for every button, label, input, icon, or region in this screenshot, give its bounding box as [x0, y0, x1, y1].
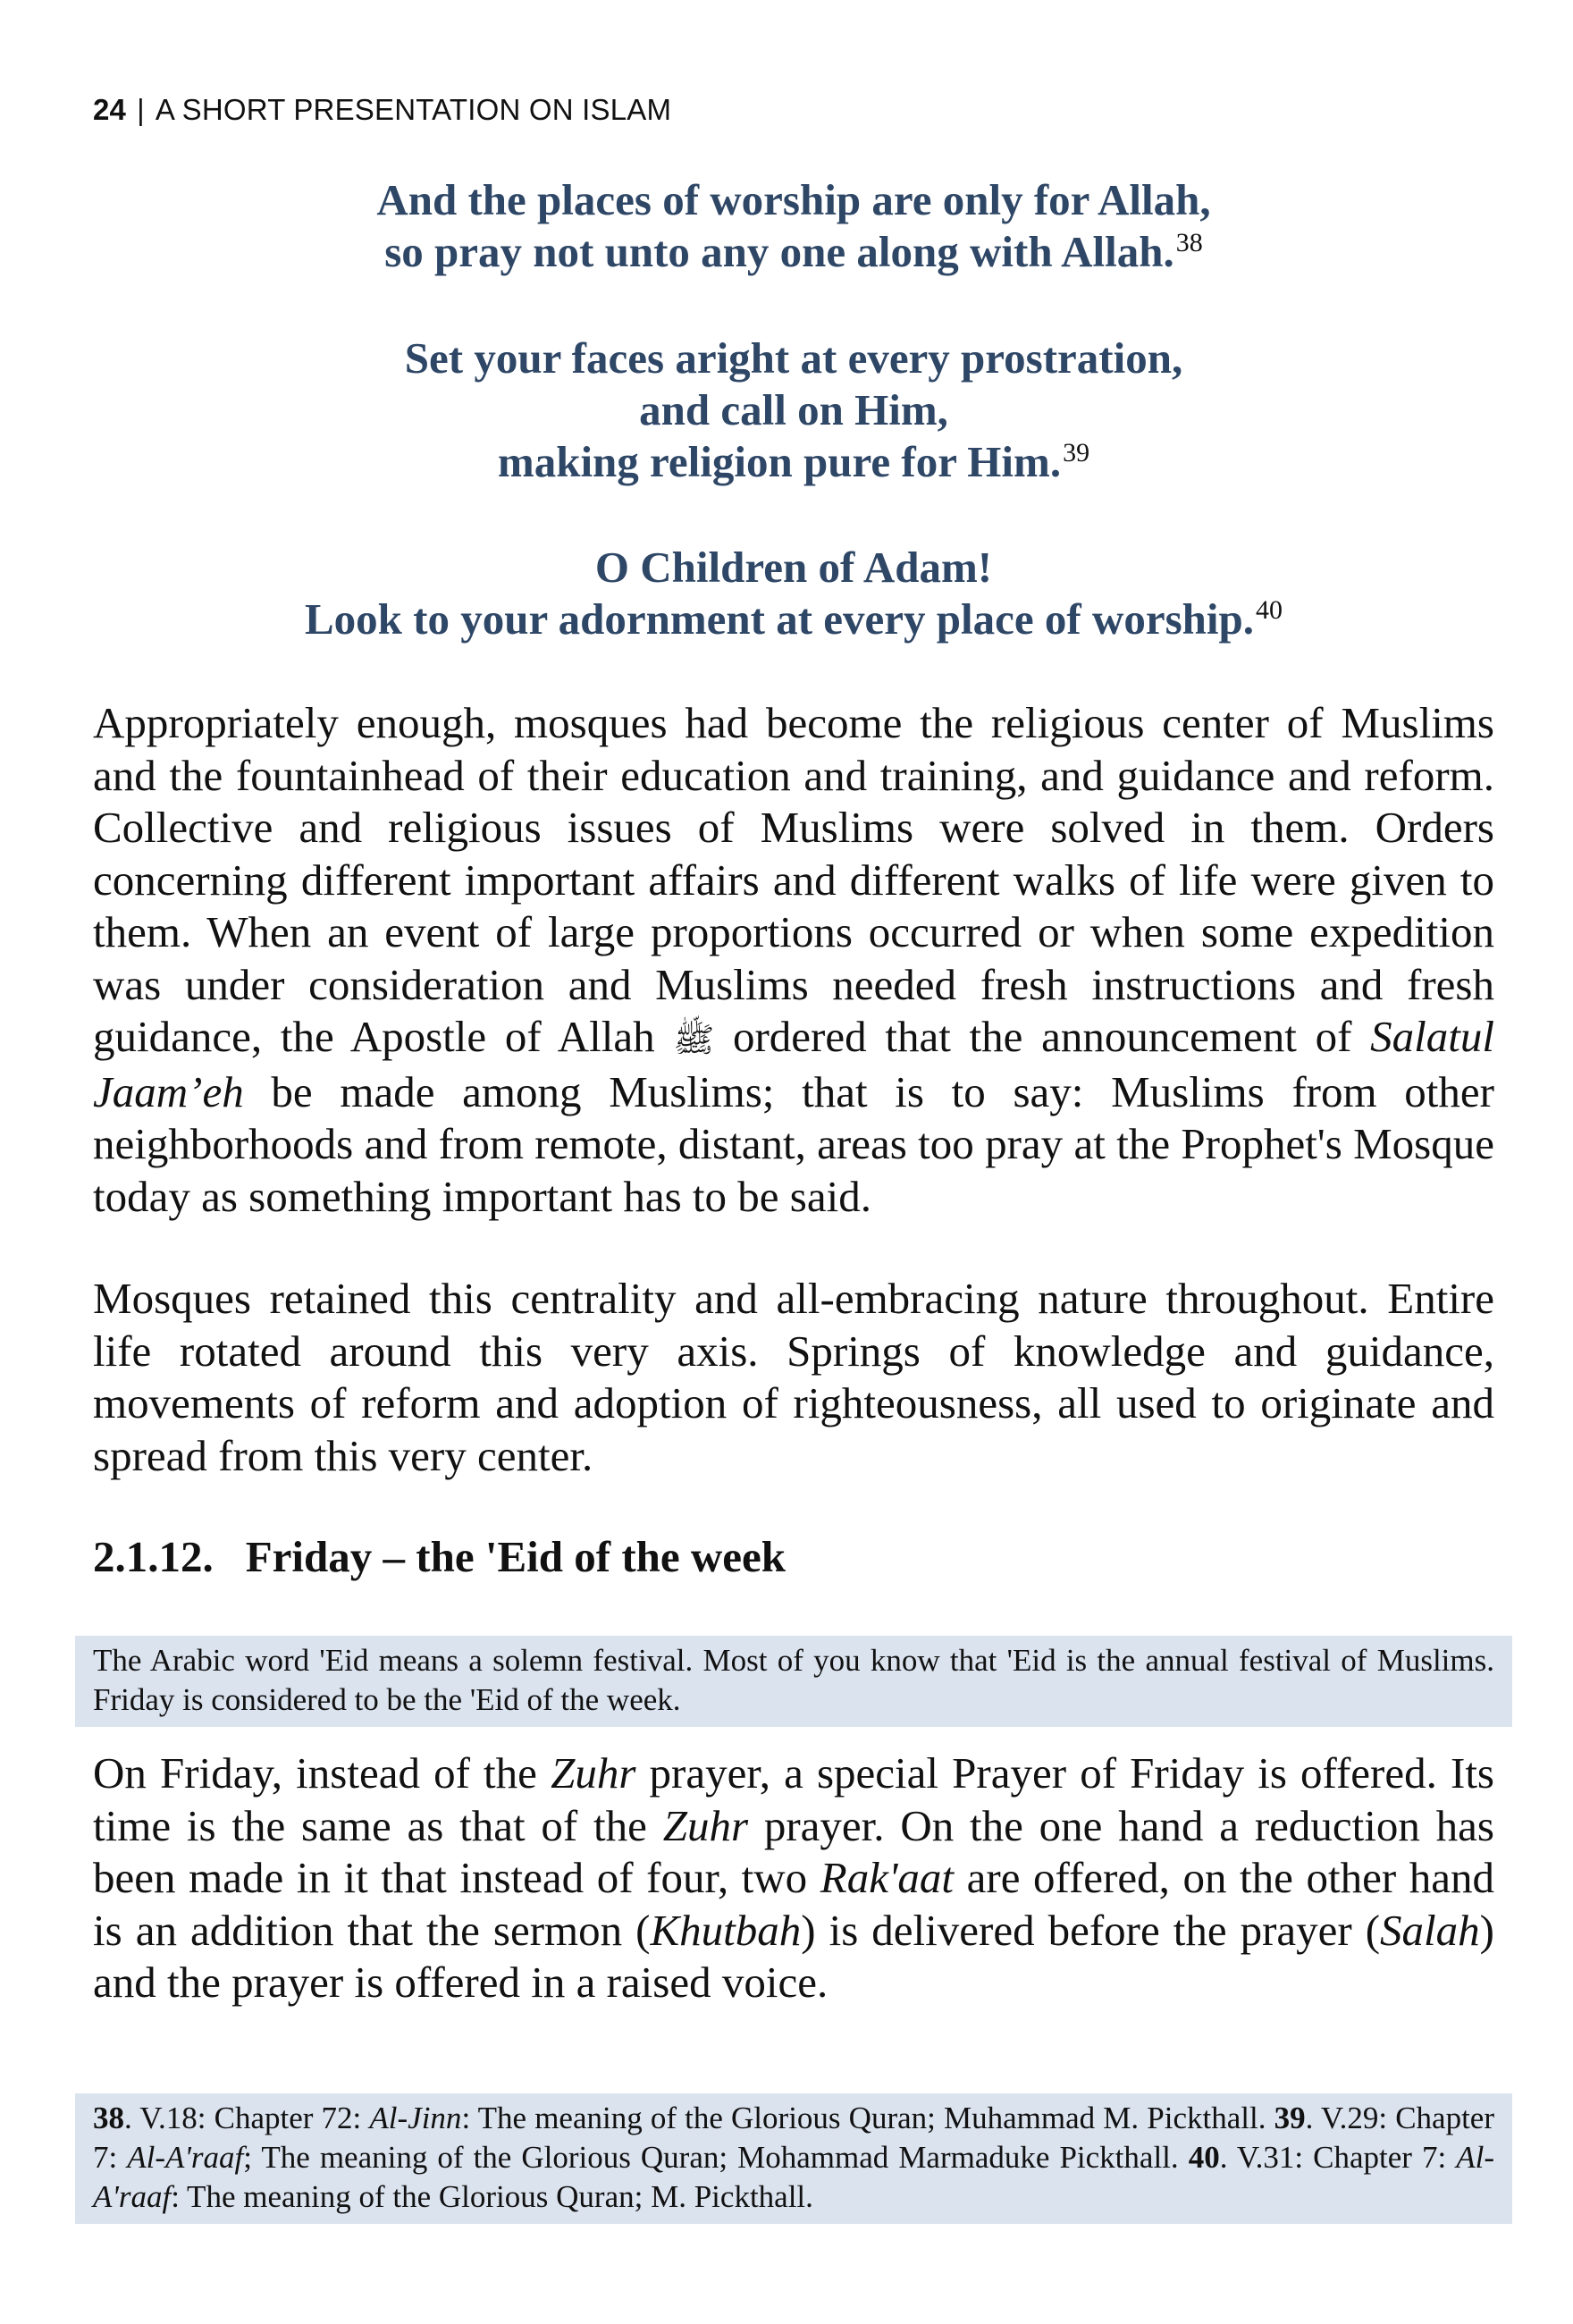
footnote-ref-38[interactable]: 38 — [1175, 228, 1203, 257]
book-title: A SHORT PRESENTATION ON ISLAM — [155, 93, 672, 126]
quran-verse-39 — [93, 333, 1494, 488]
paragraph-text: ordered that the announcement of — [714, 1012, 1371, 1061]
body-paragraph-friday-prayer — [93, 1747, 1494, 2009]
body-paragraph-centrality: Mosques retained this centrality and all-embracing nature throughout. Entire life rotated around this very axis. Springs of knowledge and guidance, movements of reform and adoption of righteousness, all used to originate and spread from this very center. — [93, 1274, 1494, 1480]
verse-line-with-footnote — [93, 594, 1494, 645]
paragraph-text: are offered, on the other hand is an addition that the sermon ( — [93, 1853, 1494, 1955]
verse-line: And the places of worship are only for Allah, — [376, 175, 1211, 224]
running-header — [93, 93, 671, 127]
paragraph-text: prayer. On the one hand a reduction has been made in it that instead of four, two — [93, 1800, 1494, 1902]
footnote-text: . V.29: Chapter 7: — [93, 2101, 1494, 2175]
footnote-text: : The meaning of the Glorious Quran; Muhammad M. Pickthall. — [461, 2101, 1274, 2135]
definition-box: The Arabic word 'Eid means a solemn festival. Most of you know that 'Eid is the annual festival of Muslims. Friday is considered to be the 'Eid of the week. — [75, 1636, 1512, 1727]
section-heading — [93, 1531, 786, 1582]
paragraph-text: be made among Muslims; that is to say: Muslims from other neighborhoods and from remote, distant, areas too pray at the Prophet's Mosque today as something important has to be said. — [93, 1066, 1494, 1221]
italic-term: Salatul Jaam’eh — [93, 1012, 1494, 1116]
verse-line: Set your faces aright at every prostration, — [404, 333, 1183, 383]
section-number: 2.1.12. — [93, 1532, 214, 1581]
verse-line: and call on Him, — [639, 385, 948, 434]
footnote-ref-39[interactable]: 39 — [1063, 438, 1090, 467]
italic-term: Rak'aat — [820, 1853, 955, 1902]
paragraph-text: Appropriately enough, mosques had become the religious center of Muslims and the fountainhead of their education and training, and guidance and reform. Collective and religious issues of Muslims were solved in them. Orders concerning different important affairs and different walks of life were given to them. When an event of large proportions occurred or when some expedition was under consideration and Muslims needed fresh instructions and fresh guidance, the Apostle of Allah — [93, 698, 1494, 1061]
quran-verse-40 — [93, 542, 1494, 645]
verse-line-text: so pray not unto any one along with Allah. — [384, 227, 1174, 276]
paragraph-text: On Friday, instead of the — [93, 1748, 551, 1798]
paragraph-text: ) is delivered before the prayer ( — [801, 1905, 1381, 1955]
footnote-text: . V.31: Chapter 7: — [1219, 2140, 1457, 2175]
paragraph-text: prayer, a special Prayer of Friday is offered. Its time is the same as that of the — [93, 1748, 1494, 1850]
page-number: 24 — [93, 93, 127, 126]
italic-term: Salah — [1380, 1905, 1480, 1955]
verse-line-with-footnote — [93, 436, 1494, 488]
footnote-ref-40[interactable]: 40 — [1256, 595, 1283, 625]
footnote-38 — [93, 2101, 1274, 2135]
footnote-text: : The meaning of the Glorious Quran; M. Pickthall. — [171, 2179, 813, 2214]
header-separator: | — [137, 93, 145, 126]
paragraph-text: ) and the prayer is offered in a raised voice. — [93, 1905, 1494, 2007]
surah-name: Al-Jinn — [369, 2101, 462, 2135]
body-paragraph-mosques-center — [93, 697, 1494, 1223]
footnote-text: ; The meaning of the Glorious Quran; Mohammad Marmaduke Pickthall. — [243, 2140, 1189, 2175]
quran-verse-38 — [93, 174, 1494, 278]
italic-term: Zuhr — [551, 1748, 636, 1798]
footnote-text: . V.18: Chapter 72: — [124, 2101, 370, 2135]
italic-term: Zuhr — [662, 1800, 749, 1850]
footnote-number: 39 — [1274, 2101, 1306, 2135]
surah-name: Al-A'raaf — [93, 2140, 1494, 2214]
italic-term: Khutbah — [650, 1905, 802, 1955]
section-title: Friday – the 'Eid of the week — [245, 1532, 786, 1581]
footnote-number: 40 — [1188, 2140, 1220, 2175]
verse-line-text: making religion pure for Him. — [497, 437, 1062, 486]
honorific-pbuh-icon: ﷺ — [673, 1020, 715, 1059]
verse-line: O Children of Adam! — [594, 543, 993, 592]
verse-line-with-footnote — [93, 226, 1494, 278]
footnote-number: 38 — [93, 2101, 124, 2135]
verse-line-text: Look to your adornment at every place of worship. — [304, 594, 1255, 644]
surah-name: Al-A'raaf — [127, 2140, 244, 2175]
footnotes-box — [75, 2093, 1512, 2224]
